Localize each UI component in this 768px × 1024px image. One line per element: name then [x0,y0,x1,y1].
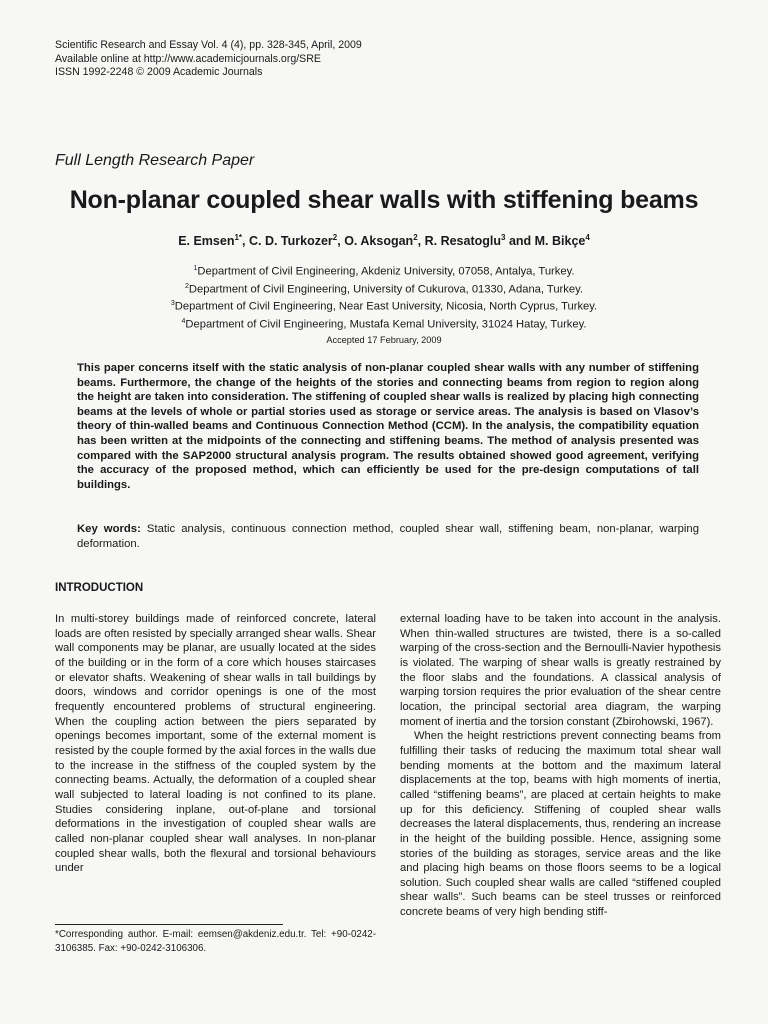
affiliation [0,262,768,280]
affiliation [0,280,768,298]
author-name: E. Emsen [178,234,235,249]
paper-title: Non-planar coupled shear walls with stiffening beams [69,186,699,214]
journal-issn: ISSN 1992-2248 © 2009 Academic Journals [55,66,263,78]
right-column [400,612,721,920]
author-name: M. Bikçe [534,234,586,249]
journal-url: Available online at http://www.academicjournals.org/SRE [55,52,321,65]
affiliation-text: Department of Civil Engineering, Akdeniz University, 07058, Antalya, Turkey. [197,265,575,278]
affiliations [0,262,768,332]
affiliation-mark: 3 [170,300,175,308]
affiliation [0,315,768,333]
author-name: R. Resatoglu [424,234,502,249]
accepted-date: Accepted 17 February, 2009 [326,335,442,345]
affiliation-mark: 1 [193,265,198,272]
affiliation-text: Department of Civil Engineering, Mustafa Kemal University, 31024 Hatay, Turkey. [185,318,587,331]
author-separator: and [505,234,535,249]
author-affil-mark: 3 [501,233,506,242]
introduction-heading: INTRODUCTION [55,582,144,594]
keywords-label: Key words: [77,523,141,535]
affiliation-mark: 4 [181,317,186,325]
author-separator: , [242,234,249,249]
author-affil-mark: 4 [585,233,590,242]
journal-citation: Scientific Research and Essay Vol. 4 (4), pp. 328-345, April, 2009 [55,39,362,51]
author-affil-mark: 2 [332,233,338,242]
author-list [0,233,768,248]
affiliation [0,297,768,315]
body-paragraph: When the height restrictions prevent connecting beams from fulfilling their tasks of reducing the maximum total shear wall bending moments at the bottom and the maximum lateral displacements at the top, beams with high moments of inertia, called “stiffening beams”, are placed at certain heights to make up for this deficiency. Stiffening of coupled shear walls decreases the lateral displacements, thus, rendering an increase in the height of the building possible. Hence, assigning some stories of the building as storages, service areas and the like and placing high beams on those floors seems to be a logical solution. Such coupled shear walls are called “stiffened coupled shear walls”. Such beams can be steel trusses or reinforced concrete beams of very high bending stiff- [400,730,721,919]
corresponding-author-footnote: *Corresponding author. E-mail: eemsen@akdeniz.edu.tr. Tel: +90-0242-3106385. Fax: +90-0242-3106306. [55,929,376,954]
author-separator: , [417,234,425,249]
left-column [55,612,376,876]
body-paragraph: In multi-storey buildings made of reinforced concrete, lateral loads are often resisted by specially arranged shear walls. Shear wall components may be planar, are usually located at the sides of the building or in the form of a core which houses staircases or elevator shafts. Weakening of shear walls in tall buildings by doors, windows and corridor openings is one of the most frequently encountered problems of structural engineering. When the coupling action between the piers separated by openings becomes important, some of the external moment is resisted by the couple formed by the axial forces in the walls due to the increase in the stiffness of the coupled system by the connecting beams. Actually, the deformation of a coupled shear wall subjected to lateral loading is not confined to its plane. Studies considering inplane, out-of-plane and torsional deformations in the investigation of coupled shear walls are called non-planar coupled shear wall analyses. In non-planar coupled shear walls, both the flexural and torsional behaviours under [55,613,376,875]
footnote-divider [55,924,283,925]
author-affil-mark: 1* [234,233,243,242]
affiliation-text: Department of Civil Engineering, University of Cukurova, 01330, Adana, Turkey. [188,283,583,296]
paper-type: Full Length Research Paper [55,152,255,169]
author-separator: , [337,234,345,249]
author-name: C. D. Turkozer [248,234,333,249]
journal-header [55,39,362,80]
affiliation-text: Department of Civil Engineering, Near East University, Nicosia, North Cyprus, Turkey. [174,300,598,313]
body-paragraph: external loading have to be taken into account in the analysis. When thin-walled structures are twisted, there is a so-called warping of the cross-section and the Bernoulli-Navier hypothesis is violated. The warping of shear walls is greatly restrained by the floor slabs and the foundations. A classical analysis of warping torsion requires the prior evaluation of the shear centre location, the principal sectorial area diagram, the warping moment of inertia and the torsion constant (Zbirohowski, 1967). [400,613,721,728]
author-affil-mark: 2 [413,233,418,242]
abstract: This paper concerns itself with the static analysis of non-planar coupled shear walls with any number of stiffening beams. Furthermore, the change of the heights of the stories and connecting beams from region to region along the height are taken into consideration. The stiffening of coupled shear walls is realized by placing high connecting beams at the levels of whole or partial stories used as storage or service areas. The analysis is based on Vlasov’s theory of thin-walled beams and Continuous Connection Method (CCM). In the analysis, the compatibility equation has been written at the midpoints of the connecting and stiffening beams. The method of analysis presented was compared with the SAP2000 structural analysis program. The results obtained showed good agreement, verifying the accuracy of the proposed method, which can efficiently be used for the pre-design computations of tall buildings. [77,362,699,491]
keywords [77,522,699,551]
keywords-text: Static analysis, continuous connection method, coupled shear wall, stiffening beam, non-planar, warping deformation. [77,523,699,550]
author-name: O. Aksogan [344,234,414,249]
affiliation-mark: 2 [185,282,189,290]
